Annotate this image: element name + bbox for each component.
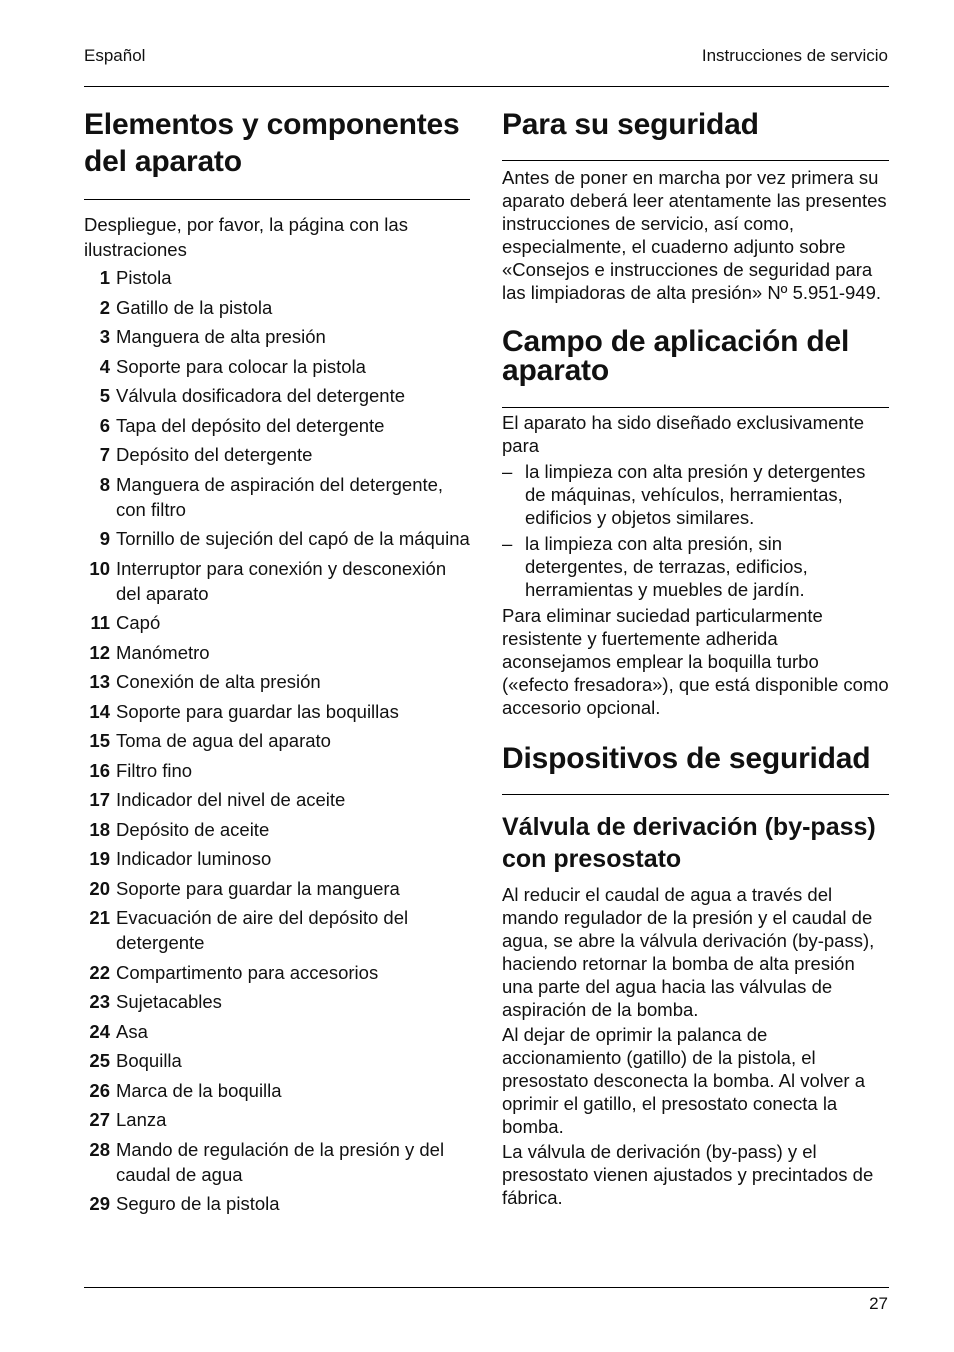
list-item <box>84 905 470 955</box>
list-item <box>84 1078 470 1103</box>
item-label: Sujetacables <box>116 991 222 1012</box>
item-label: Evacuación de aire del depósito del detergente <box>116 907 409 953</box>
item-number: 25 <box>89 1050 110 1071</box>
item-label: Manguera de aspiración del detergente, con filtro <box>116 473 444 520</box>
footer-rule <box>84 1287 889 1288</box>
valve-paragraph-2: Al dejar de oprimir la palanca de accionamiento (gatillo) de la pistola, el presostato desconecta la bomba. Al volver a oprimir el gatillo, el presostato conecta la bomba. <box>502 1024 866 1137</box>
components-list <box>84 265 470 1216</box>
valve-subheading: Válvula de derivación (by-pass) con presostato <box>502 813 876 873</box>
item-label: Filtro fino <box>116 759 193 781</box>
list-item <box>84 640 470 665</box>
item-number: 3 <box>99 326 110 347</box>
components-heading-rule <box>84 199 470 200</box>
list-item <box>84 610 470 635</box>
item-label: Soporte para guardar las boquillas <box>116 700 399 722</box>
item-number: 15 <box>89 730 110 751</box>
item-number: 12 <box>89 641 110 663</box>
item-number: 29 <box>89 1193 110 1214</box>
application-heading: Campo de aplicación del aparato <box>502 325 850 387</box>
item-number: 10 <box>89 557 110 579</box>
devices-heading-rule <box>502 794 889 795</box>
application-text: Para eliminar suciedad particularmente resistente y fuertemente adherida aconsejamos emplear la boquilla turbo («efecto fresadora»), que está disponible como accesorio opcional. <box>502 605 889 718</box>
item-label: Boquilla <box>116 1050 182 1071</box>
item-number: 9 <box>99 528 110 549</box>
list-item: – la limpieza con alta presión y detergentes de máquinas, vehículos, herramientas, edificios y objetos similares. <box>502 461 866 528</box>
item-label: Lanza <box>116 1109 167 1130</box>
left-column <box>84 106 470 1221</box>
item-label: Pistola <box>116 267 172 288</box>
item-number: 16 <box>89 759 110 781</box>
application-intro: El aparato ha sido diseñado exclusivamente para <box>502 412 865 456</box>
item-number: 19 <box>89 848 110 869</box>
item-label: Capó <box>116 612 161 633</box>
item-number: 21 <box>89 907 110 928</box>
valve-paragraph-3: La válvula de derivación (by-pass) y el presostato vienen ajustados y precintados de fábrica. <box>502 1141 874 1208</box>
item-label: Soporte para guardar la manguera <box>116 877 400 899</box>
safety-heading-rule <box>502 160 889 161</box>
header-rule <box>84 86 889 87</box>
item-label: Mando de regulación de la presión y del caudal de agua <box>116 1138 445 1185</box>
list-item <box>84 324 470 349</box>
list-item <box>84 989 470 1014</box>
item-label: Soporte para colocar la pistola <box>116 355 366 377</box>
list-item <box>84 846 470 871</box>
item-number: 5 <box>99 385 110 406</box>
safety-text: Antes de poner en marcha por vez primera su aparato deberá leer atentamente las presentes instrucciones de servicio, así como, especialmente, el cuaderno adjunto sobre «Consejos e instrucciones de seguridad para las limpiadoras de alta presión» Nº 5.951-949. <box>502 167 887 303</box>
item-label: Manómetro <box>116 641 210 663</box>
devices-heading: Dispositivos de seguridad <box>502 742 871 775</box>
item-number: 17 <box>89 789 110 810</box>
item-number: 11 <box>90 612 110 633</box>
valve-paragraph-1: Al reducir el caudal de agua a través del mando regulador de la presión y el caudal de agua, se abre la válvula derivación (by-pass), haciendo retornar la bomba de alta presión una parte del agua hacia las válvulas de aspiración de la bomba. <box>502 884 875 1020</box>
item-number: 26 <box>89 1079 110 1101</box>
item-number: 28 <box>89 1138 110 1160</box>
page-number: 27 <box>869 1294 888 1313</box>
item-number: 4 <box>99 355 110 377</box>
list-item <box>84 1019 470 1044</box>
list-item <box>84 699 470 724</box>
list-item <box>84 472 470 522</box>
list-item <box>84 442 470 467</box>
header-language: Español <box>84 46 146 65</box>
item-label: Manguera de alta presión <box>116 326 326 347</box>
item-number: 22 <box>89 961 110 983</box>
item-label: Toma de agua del aparato <box>116 730 331 751</box>
item-label: Válvula dosificadora del detergente <box>116 385 405 406</box>
list-item <box>84 960 470 985</box>
item-label: Asa <box>116 1020 148 1042</box>
list-item <box>84 526 470 551</box>
components-intro: Despliegue, por favor, la página con las ilustraciones <box>84 214 408 260</box>
list-item <box>84 1107 470 1132</box>
list-item <box>84 669 470 694</box>
item-label: Depósito de aceite <box>116 818 270 840</box>
list-item <box>84 413 470 438</box>
item-number: 7 <box>99 444 110 465</box>
list-item: – la limpieza con alta presión, sin detergentes, de terrazas, edificios, herramientas y muebles de jardín. <box>502 533 808 600</box>
list-item <box>84 817 470 842</box>
application-list <box>502 460 889 601</box>
item-label: Marca de la boquilla <box>116 1079 282 1101</box>
item-label: Interruptor para conexión y desconexión del aparato <box>116 557 447 604</box>
item-label: Compartimento para accesorios <box>116 961 379 983</box>
list-item <box>84 876 470 901</box>
list-item <box>84 556 470 606</box>
list-item <box>84 265 470 290</box>
item-label: Depósito del detergente <box>116 444 313 465</box>
list-item <box>84 728 470 753</box>
application-heading-rule <box>502 407 889 408</box>
item-number: 18 <box>89 818 110 840</box>
item-number: 24 <box>89 1020 110 1042</box>
item-label: Indicador luminoso <box>116 848 272 869</box>
list-item <box>84 758 470 783</box>
list-item <box>84 787 470 812</box>
item-label: Indicador del nivel de aceite <box>116 789 346 810</box>
item-number: 1 <box>99 267 110 288</box>
list-item <box>84 295 470 320</box>
list-item <box>84 383 470 408</box>
item-label: Gatillo de la pistola <box>116 296 273 318</box>
list-item <box>84 1137 470 1187</box>
item-number: 2 <box>99 296 110 318</box>
right-column <box>502 106 889 1209</box>
item-number: 14 <box>89 700 110 722</box>
item-number: 20 <box>89 877 110 899</box>
item-label: Tornillo de sujeción del capó de la máquina <box>116 528 470 549</box>
safety-heading: Para su seguridad <box>502 108 759 141</box>
item-label: Seguro de la pistola <box>116 1193 280 1214</box>
header-document-title: Instrucciones de servicio <box>701 46 888 65</box>
item-number: 8 <box>99 473 110 495</box>
list-item <box>84 1191 470 1216</box>
item-number: 27 <box>89 1109 110 1130</box>
components-heading: Elementos y componentes del aparato <box>84 108 460 178</box>
item-number: 6 <box>99 414 110 436</box>
item-number: 23 <box>89 991 110 1012</box>
item-label: Conexión de alta presión <box>116 671 321 692</box>
list-item <box>84 354 470 379</box>
item-number: 13 <box>89 671 110 692</box>
item-label: Tapa del depósito del detergente <box>116 414 385 436</box>
list-item <box>84 1048 470 1073</box>
